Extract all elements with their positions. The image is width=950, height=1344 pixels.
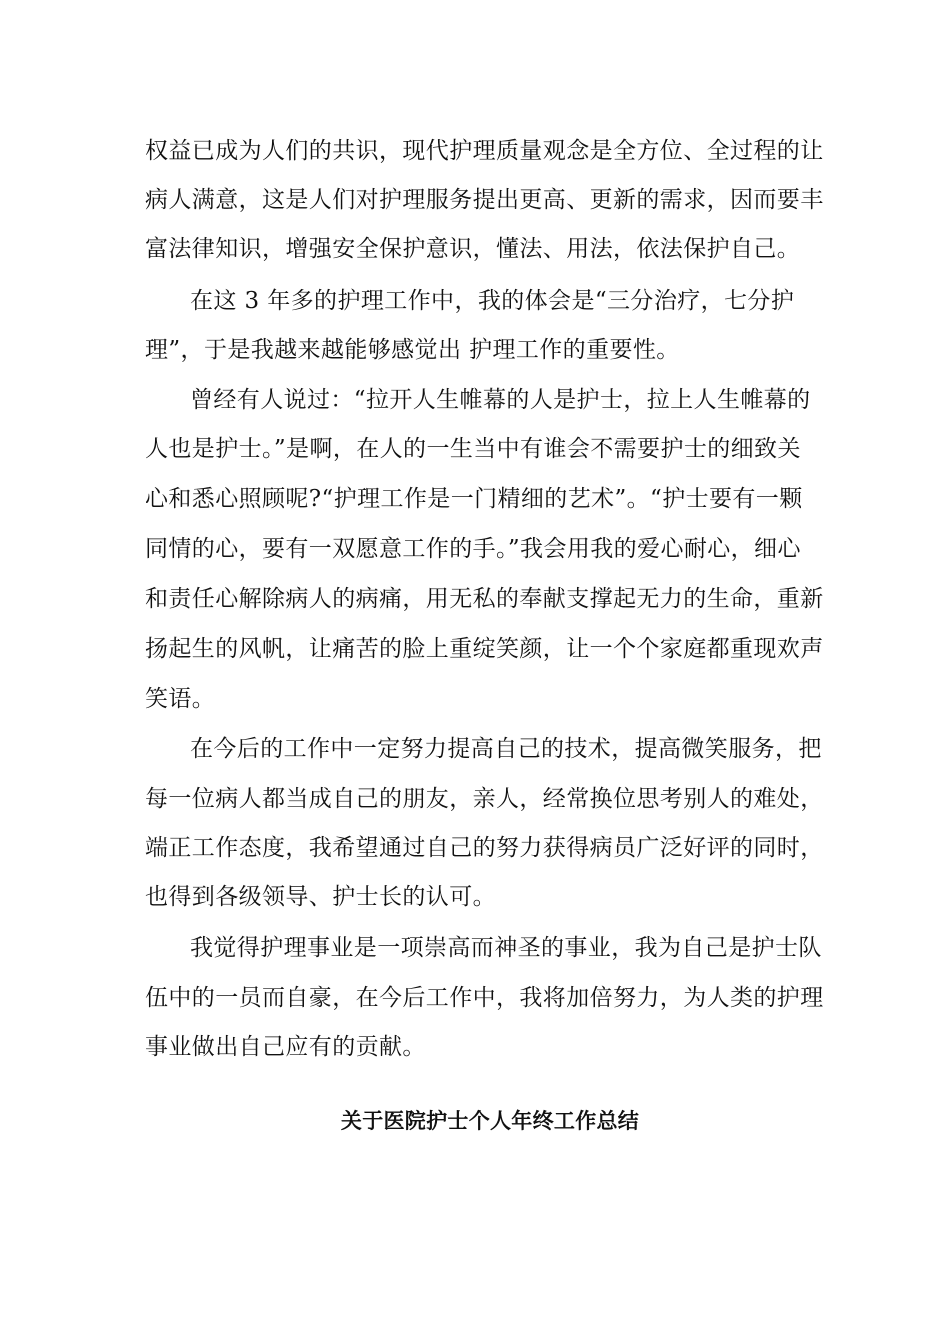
paragraph-2-line-2: 理”，于是我越来越能够感觉出 护理工作的重要性。	[145, 337, 680, 363]
paragraph-5-line-3: 事业做出自己应有的贡献。	[145, 1034, 426, 1060]
paragraph-5-line-2: 伍中的一员而自豪，在今后工作中，我将加倍努力，为人类的护理	[145, 985, 824, 1011]
paragraph-1-line-1: 权益已成为人们的共识，现代护理质量观念是全方位、全过程的让	[145, 138, 824, 164]
paragraph-3-line-1: 曾经有人说过：“拉开人生帷幕的人是护士，拉上人生帷幕的	[190, 387, 811, 413]
paragraph-3-line-6: 扬起生的风帆，让痛苦的脸上重绽笑颜，让一个个家庭都重现欢声	[145, 636, 824, 662]
paragraph-3-line-4: 同情的心，要有一双愿意工作的手。”我会用我的爱心耐心，细心	[145, 536, 801, 562]
paragraph-3-line-5: 和责任心解除病人的病痛，用无私的奉献支撑起无力的生命，重新	[145, 586, 824, 612]
paragraph-2-line-1: 在这 3 年多的护理工作中，我的体会是“三分治疗，七分护	[190, 288, 795, 314]
paragraph-3-line-3: 心和悉心照顾呢?“护理工作是一门精细的艺术”。“护士要有一颗	[145, 486, 803, 512]
paragraph-3-line-7: 笑语。	[145, 686, 216, 712]
paragraph-4-line-4: 也得到各级领导、护士长的认可。	[145, 884, 496, 910]
paragraph-1-line-3: 富法律知识，增强安全保护意识，懂法、用法，依法保护自己。	[145, 236, 801, 262]
paragraph-5-line-1: 我觉得护理事业是一项崇高而神圣的事业，我为自己是护士队	[190, 935, 822, 961]
paragraph-4-line-3: 端正工作态度，我希望通过自己的努力获得病员广泛好评的同时，	[145, 835, 824, 861]
paragraph-1-line-2: 病人满意，这是人们对护理服务提出更高、更新的需求，因而要丰	[145, 187, 824, 213]
section-title: 关于医院护士个人年终工作总结	[340, 1108, 640, 1133]
paragraph-3-line-2: 人也是护士。”是啊，在人的一生当中有谁会不需要护士的细致关	[145, 436, 801, 462]
paragraph-4-line-1: 在今后的工作中一定努力提高自己的技术，提高微笑服务，把	[190, 736, 822, 762]
paragraph-4-line-2: 每一位病人都当成自己的朋友，亲人，经常换位思考别人的难处，	[145, 786, 824, 812]
